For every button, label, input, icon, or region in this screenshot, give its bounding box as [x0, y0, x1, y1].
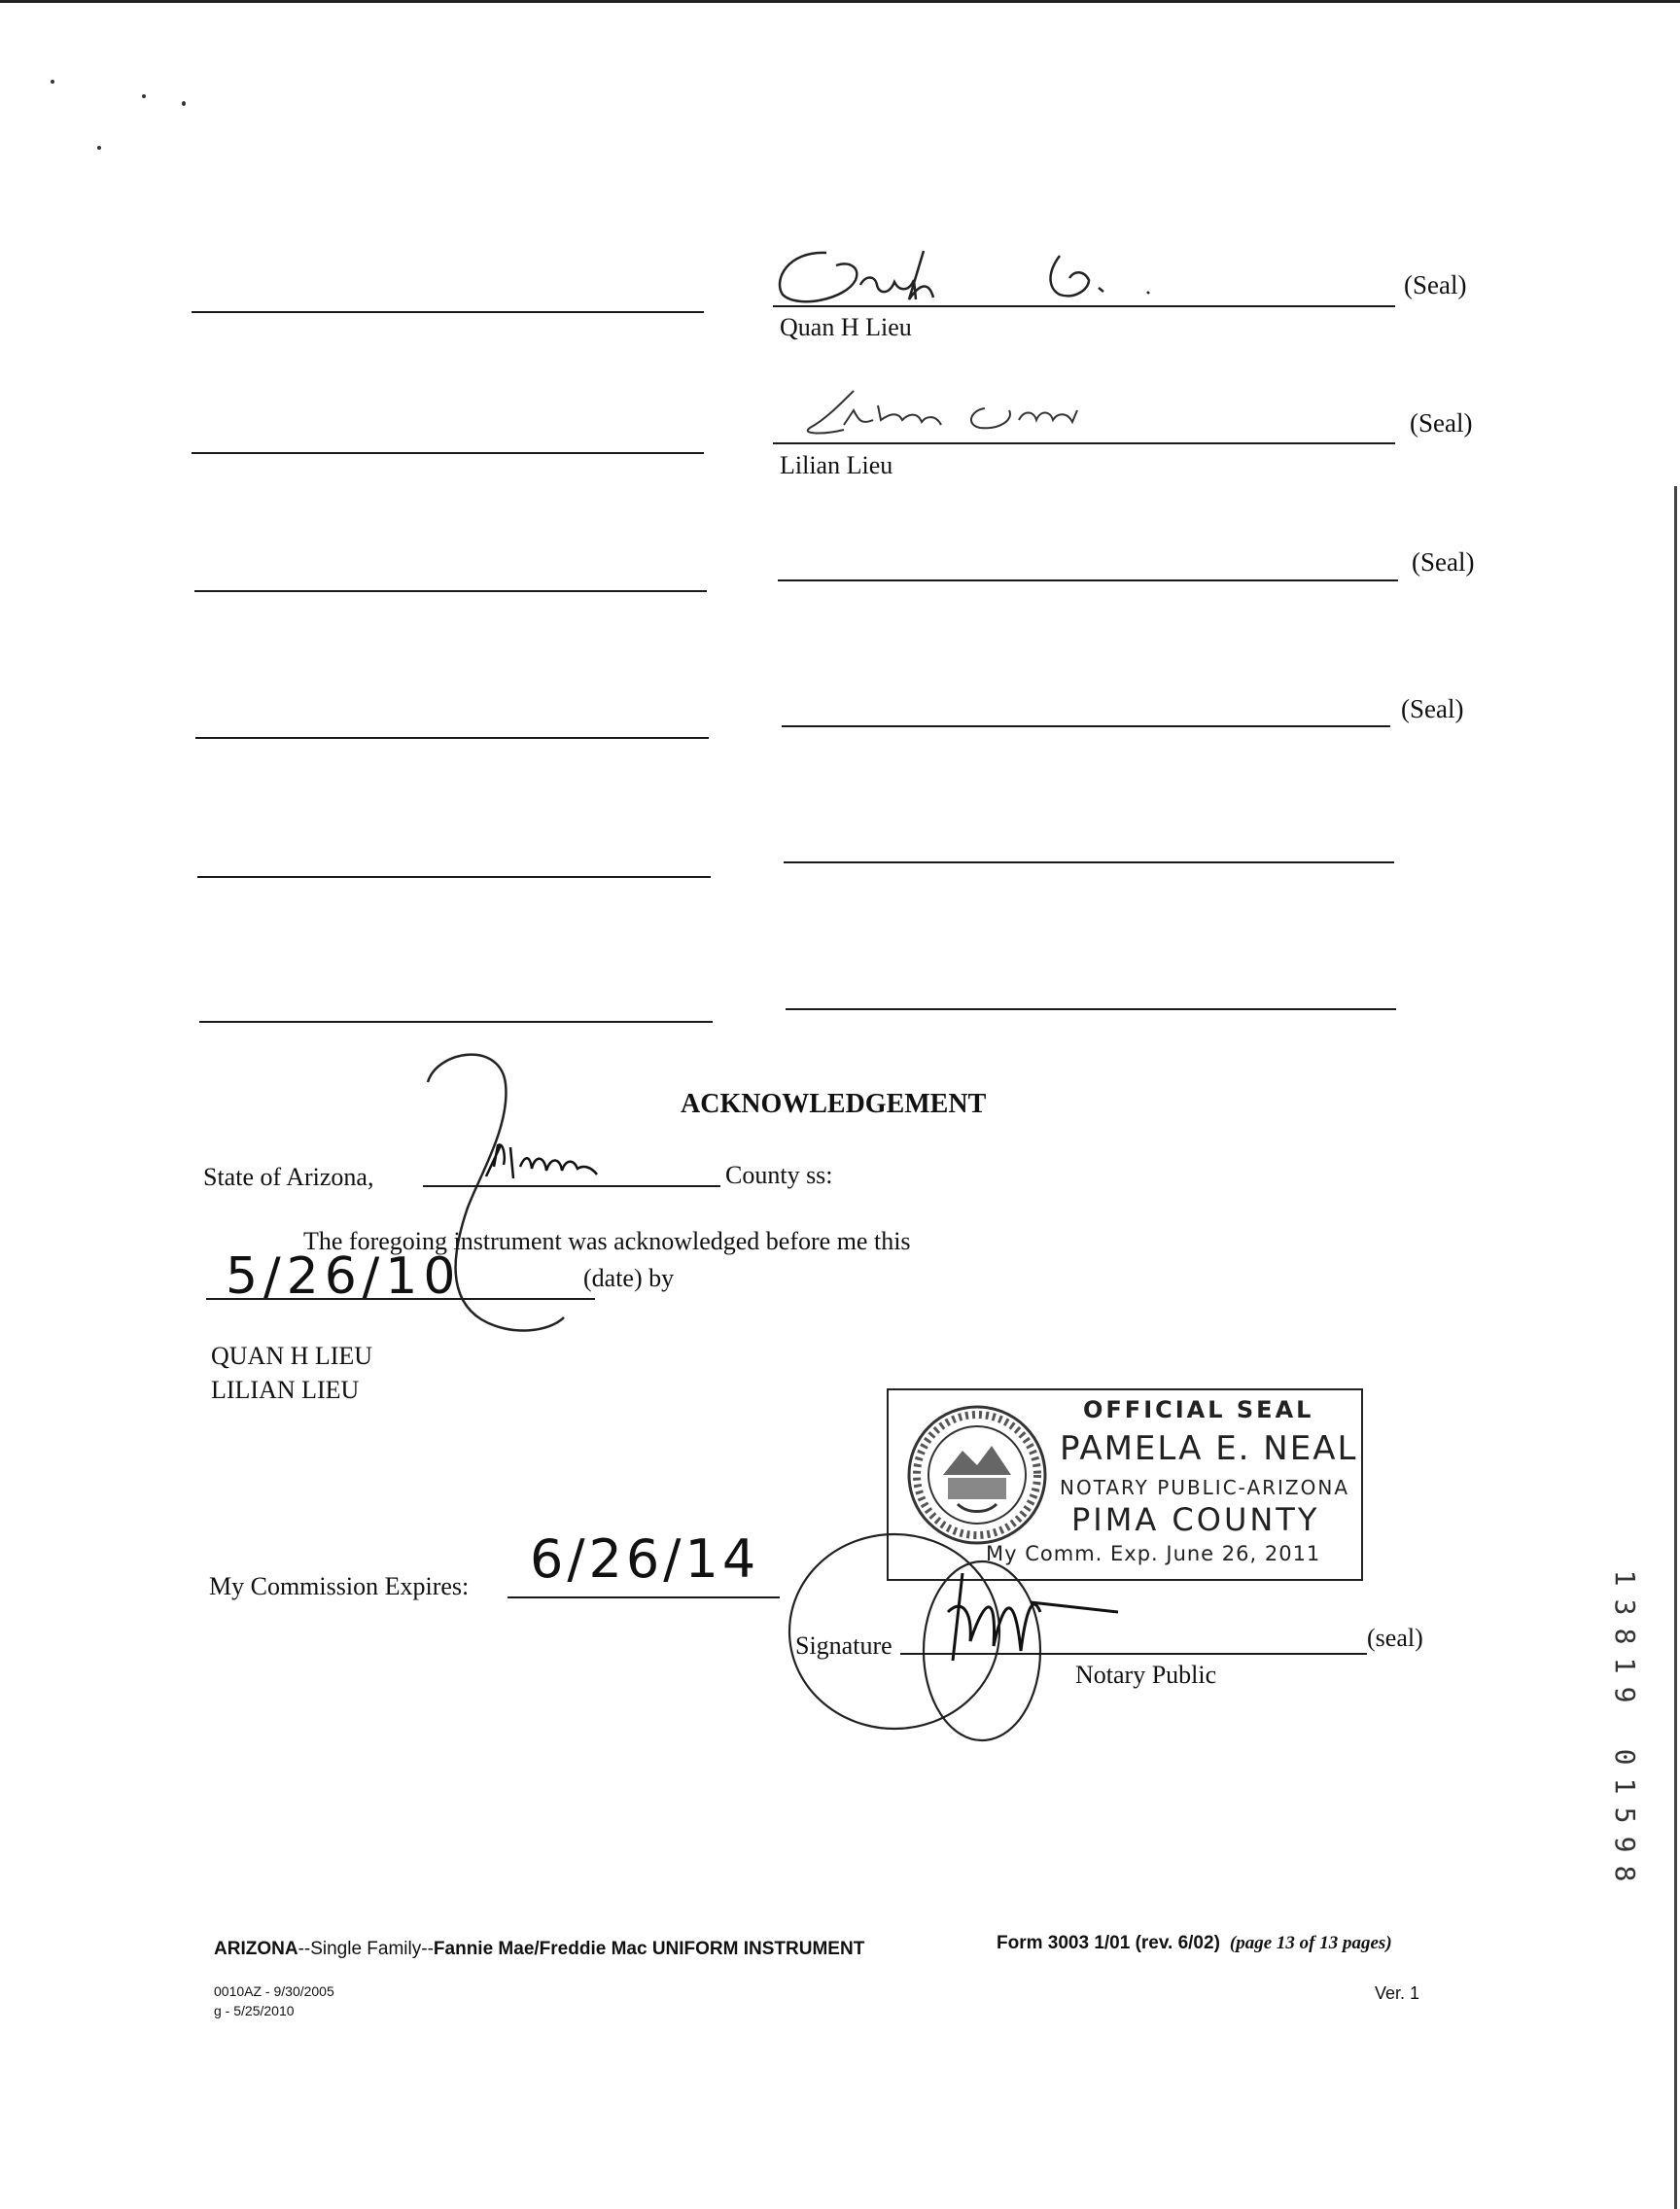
signer-name-1: Quan H Lieu	[780, 313, 912, 341]
witness-line-3	[194, 590, 707, 592]
seal-label: (Seal)	[1404, 270, 1467, 299]
footer-title-instrument: Fannie Mae/Freddie Mac UNIFORM INSTRUMENT	[433, 1939, 865, 1959]
witness-line-5	[197, 876, 711, 878]
signer-line-5	[784, 861, 1394, 863]
date-handwritten: 5/26/10	[226, 1247, 462, 1306]
footer-form-number: Form 3003 1/01 (rev. 6/02)	[997, 1933, 1220, 1953]
ack-name-1: QUAN H LIEU	[211, 1342, 373, 1370]
document-number-digit: 1	[1609, 1657, 1641, 1674]
footer-title-type: --Single Family--	[298, 1939, 434, 1959]
ack-name-2: LILIAN LIEU	[211, 1376, 360, 1404]
scan-right-edge	[1674, 486, 1677, 2209]
footer-page-info: (page 13 of 13 pages)	[1229, 1933, 1392, 1953]
scan-top-edge	[0, 0, 1680, 3]
footer-version: Ver. 1	[1375, 1983, 1420, 2003]
scan-dot	[182, 101, 186, 106]
seal-label: (Seal)	[1410, 408, 1473, 438]
footer-form	[997, 1933, 1392, 1954]
commission-line	[508, 1596, 780, 1598]
county-label: County ss:	[725, 1161, 833, 1189]
stamp-notary-title: NOTARY PUBLIC-ARIZONA	[1060, 1476, 1350, 1499]
signer-name-2: Lilian Lieu	[780, 451, 893, 479]
signer-line-1	[773, 305, 1395, 307]
footer-code-1: 0010AZ - 9/30/2005	[214, 1983, 334, 1999]
witness-line-6	[199, 1021, 713, 1023]
witness-line-1	[192, 311, 704, 313]
scan-dot	[142, 94, 146, 98]
stamp-expiration: My Comm. Exp. June 26, 2011	[986, 1542, 1321, 1565]
signer-line-3	[778, 579, 1398, 581]
footer-title-state: ARIZONA	[214, 1939, 298, 1959]
signer-line-6	[786, 1008, 1396, 1010]
signature-quan	[768, 241, 1206, 319]
document-number-digit: 8	[1609, 1865, 1641, 1882]
commission-handwritten: 6/26/14	[530, 1528, 760, 1590]
scan-dot	[97, 146, 101, 150]
instrument-text: The foregoing instrument was acknowledged before me this	[303, 1227, 911, 1255]
signature-label: Signature	[795, 1631, 892, 1660]
scan-dot	[51, 80, 54, 84]
notary-public-label: Notary Public	[1075, 1661, 1217, 1689]
commission-label: My Commission Expires:	[209, 1572, 470, 1600]
date-by: (date) by	[583, 1264, 675, 1292]
county-handwriting	[476, 1138, 622, 1186]
document-number-digit: 8	[1609, 1628, 1641, 1645]
seal-lower-label: (seal)	[1367, 1624, 1423, 1652]
document-number-digit: 5	[1609, 1806, 1641, 1824]
notary-signature-line	[900, 1653, 1367, 1655]
document-number-digit: 0	[1609, 1748, 1641, 1766]
document-number-digit: 9	[1609, 1836, 1641, 1853]
acknowledgement-title: ACKNOWLEDGEMENT	[681, 1089, 987, 1119]
stamp-official-seal: OFFICIAL SEAL	[1083, 1396, 1314, 1423]
witness-line-4	[195, 737, 709, 739]
document-number-digit: 9	[1609, 1686, 1641, 1703]
seal-label: (Seal)	[1401, 694, 1464, 723]
signer-line-2	[773, 442, 1395, 444]
document-number-digit: 1	[1609, 1777, 1641, 1795]
signature-lilian	[786, 381, 1174, 449]
signer-line-4	[782, 725, 1390, 727]
stamp-notary-name: PAMELA E. NEAL	[1060, 1429, 1358, 1468]
document-number-vertical	[1610, 1563, 1639, 1888]
document-number-digit: 1	[1609, 1569, 1641, 1587]
state-label: State of Arizona,	[203, 1163, 374, 1191]
footer-code-2: g - 5/25/2010	[214, 2003, 295, 2018]
date-line	[206, 1298, 595, 1300]
document-number-digit: 3	[1609, 1598, 1641, 1616]
witness-line-2	[192, 452, 704, 454]
stamp-county: PIMA COUNTY	[1071, 1501, 1320, 1538]
seal-label: (Seal)	[1412, 547, 1475, 577]
footer-title	[214, 1939, 864, 1960]
